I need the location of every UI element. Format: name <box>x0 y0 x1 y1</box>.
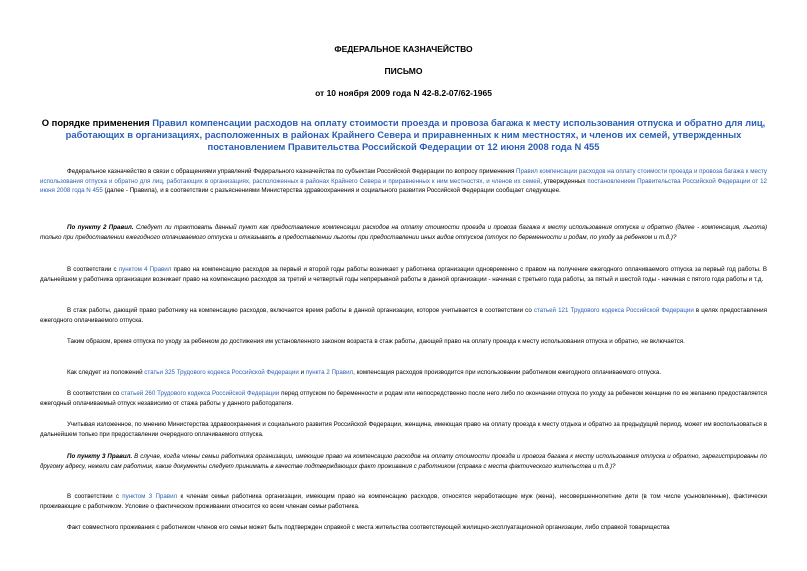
text-run: Факт совместного проживания с работником членов его семьи может быть подтвержден справкой с места жительства соответствующей жилищно-эксплуатационной организации, либо справкой товарищества <box>67 524 670 531</box>
question-text: В случае, когда члены семьи работника организации, имеющие право на компенсацию расходов на оплату стоимости проезда и провоза багажа к месту использования отпуска и обратно, зарегистрированы по другому адресу, нежели сам работник, какие документы следует принимать в качестве подтверждающих факт проживания с работником (справка с места фактического жительства и т.д.)? <box>40 453 768 470</box>
clause-4-link[interactable]: пунктом 4 Правил <box>118 266 172 273</box>
clause-2-link[interactable]: пункта 2 Правил <box>305 369 354 376</box>
paragraph-ministry-opinion <box>40 420 767 439</box>
text-run: Учитывая изложенное, по мнению Министерства здравоохранения и социального развития Российской Федерации, женщина, имеющая право на оплату проезда к месту отдыха и обратно за предыдущий период, может им воспользоваться в дальнейшем только при предоставлении очередного оплачиваемого отпуска. <box>40 421 767 438</box>
title-rules-link[interactable]: Правил компенсации расходов на оплату стоимости проезда и провоза багажа к месту использования отпуска и обратно для лиц, работающих в организациях, расположенных в районах Крайнего Севера и приравненных к ним местностях, и членов их семей, утвержденных постановлением Правительства Российской Федерации от 12 июня 2008 года N 455 <box>65 117 766 152</box>
document-date-number: от 10 ноября 2009 года N 42-8.2-07/62-1965 <box>315 88 492 98</box>
text-run: Как следует из положений <box>67 369 145 376</box>
text-run: право на компенсацию расходов за первый и второй годы работы возникает у работника организации одновременно с правом на получение ежегодного оплачиваемого отпуска за первый год работы. В дальнейшем у работника организации возникает право на компенсацию расходов за третий и четвертый годы непрерывной работы в данной организации - начиная с третьего года работы, за пятый и шестой годы - начиная с пятого года работы и т.д. <box>40 266 767 283</box>
paragraph-seniority <box>40 306 767 325</box>
text-run: В соответствии с <box>67 493 123 500</box>
text-run: В соответствии со <box>67 390 122 397</box>
decree-link[interactable]: постановлением Правительства Российской Федерации от 12 июня 2008 года N 455 <box>40 177 767 195</box>
text-run: Федеральное казначейство в связи с обращениями управлений Федерального казначейства по субъектам Российской Федерации по вопросу применения <box>67 168 517 175</box>
text-run: и <box>298 369 306 376</box>
paragraph-clause-3 <box>40 492 767 511</box>
text-run: к членам семьи работника организации, имеющим право на компенсацию расходов, относятся неработающие муж (жена), несовершеннолетние дети (в том числе усыновленные), фактически проживающие с работником. Условие о фактическом проживании относится ко всем членам семьи работника. <box>40 493 767 510</box>
text-run: перед отпуском по беременности и родам или непосредственно после него либо по окончании отпуска по уходу за ребенком женщине по ее желанию предоставляется ежегодный оплачиваемый отпуск независимо от стажа работы у данного работодателя. <box>40 390 767 407</box>
question-item-3 <box>40 452 767 471</box>
article-325-link[interactable]: статьи 325 Трудового кодекса Российской Федерации <box>144 369 299 376</box>
question-label: По пункту 3 Правил. <box>67 453 133 460</box>
question-label: По пункту 2 Правил. <box>67 224 134 231</box>
article-121-link[interactable]: статьей 121 Трудового кодекса Российской Федерации <box>533 307 694 314</box>
text-run: , компенсация расходов производится при использовании работником ежегодного оплачиваемого отпуска. <box>353 369 662 376</box>
text-run: , утвержденных <box>540 177 588 185</box>
article-260-link[interactable]: статьей 260 Трудового кодекса Российской Федерации <box>121 390 280 397</box>
document-type: ПИСЬМО <box>384 66 423 76</box>
text-run: В стаж работы, дающий право работнику на компенсацию расходов, включается время работы в данной организации, которое учитывается в соответствии со <box>67 307 534 314</box>
title-prefix: О порядке применения <box>41 117 153 128</box>
text-run: Таким образом, время отпуска по уходу за ребенком до достижения им установленного законом возраста в стаж работы, дающей право на оплату проезда к месту использования отпуска и обратно, не включается. <box>67 338 685 345</box>
paragraph-conclusion <box>40 337 767 347</box>
question-text: Следует ли трактовать данный пункт как предоставление компенсации расходов на оплату стоимости проезда и провоза багажа к месту использования отпуска и обратно (далее - компенсация, льгота) только при предоставлении ежегодного оплачиваемого отпуска и отказывать в предоставлении льготы при предоставлении иных видов отпусков (отпуск по беременности и родам, по уходу за ребенком и т.д.)? <box>40 224 768 241</box>
paragraph-clause-4 <box>40 265 767 284</box>
text-run: (далее - Правила), и в соответствии с разъяснениями Министерства здравоохранения и социального развития Российской Федерации сообщает следующее. <box>102 187 561 195</box>
paragraph-article-325 <box>40 368 767 378</box>
issuer-heading: ФЕДЕРАЛЬНОЕ КАЗНАЧЕЙСТВО <box>334 44 473 54</box>
paragraph-intro <box>40 167 767 196</box>
paragraph-article-260 <box>40 389 767 408</box>
paragraph-cohabitation-proof <box>40 523 767 533</box>
text-run: в целях предоставления ежегодного оплачиваемого отпуска. <box>40 307 767 324</box>
document-title <box>40 117 767 153</box>
text-run: В соответствии с <box>67 266 119 273</box>
question-item-2 <box>40 223 767 242</box>
clause-3-link[interactable]: пунктом 3 Правил <box>122 493 178 500</box>
rules-link[interactable]: Правил компенсации расходов на оплату стоимости проезда и провоза багажа к месту использования отпуска и обратно для лиц, работающих в организациях, расположенных в районах Крайнего Севера и приравненных к ним местностях, и членов их семей <box>40 168 767 185</box>
